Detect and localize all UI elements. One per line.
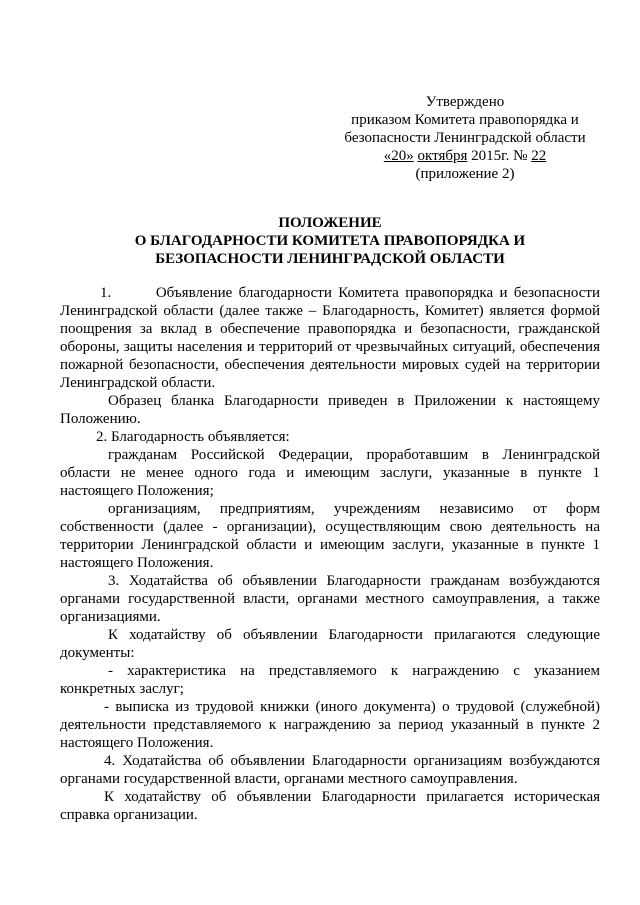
approval-date-year: 2015г. — [471, 148, 510, 164]
paragraph-characteristic: - характеристика на представляемого к награждению с указанием конкретных заслуг; — [60, 663, 600, 697]
document-title — [60, 214, 600, 268]
paragraph-documents-citizens: К ходатайству об объявлении Благодарности прилагаются следующие документы: — [60, 627, 600, 661]
approval-number: 22 — [531, 148, 547, 164]
approval-line-committee: безопасности Ленинградской области — [344, 130, 586, 146]
approval-date-day: «20» — [383, 148, 414, 164]
paragraph-3: 3. Ходатайства об объявлении Благодарности гражданам возбуждаются органами государственной власти, органами местного самоуправления, а также организациями. — [60, 573, 600, 625]
document-body — [60, 284, 600, 824]
title-line-3: БЕЗОПАСНОСТИ ЛЕНИНГРАДСКОЙ ОБЛАСТИ — [155, 251, 505, 267]
approval-date-line — [330, 147, 600, 165]
approval-line-approved: Утверждено — [425, 94, 505, 110]
title-line-1: ПОЛОЖЕНИЕ — [278, 215, 382, 231]
approval-number-prefix: № — [513, 148, 528, 164]
paragraph-sample-form: Образец бланка Благодарности приведен в Приложении к настоящему Положению. — [60, 393, 600, 427]
paragraph-4: 4. Ходатайства об объявлении Благодарности организациям возбуждаются органами государственной власти, органами местного самоуправления. — [60, 753, 600, 787]
approval-block — [330, 93, 600, 183]
paragraph-1: 1. Объявление благодарности Комитета правопорядка и безопасности Ленинградской области (далее также – Благодарность, Комитет) является формой поощрения за вклад в обеспечение правопорядка и безопасности, гражданской обороны, защиты населения и территорий от чрезвычайных ситуаций, обеспечения пожарной безопасности, обеспечения деятельности мировых судей на территории Ленинградской области. — [60, 285, 600, 391]
approval-line-order: приказом Комитета правопорядка и — [351, 112, 579, 128]
title-line-2: О БЛАГОДАРНОСТИ КОМИТЕТА ПРАВОПОРЯДКА И — [134, 233, 526, 249]
paragraph-organizations: организациям, предприятиям, учреждениям независимо от форм собственности (далее - организации), осуществляющим свою деятельность на территории Ленинградской области и имеющим заслуги, указанные в пункте 1 настоящего Положения. — [60, 501, 600, 571]
paragraph-citizens: гражданам Российской Федерации, проработавшим в Ленинградской области не менее одного года и имеющим заслуги, указанные в пункте 1 настоящего Положения; — [60, 447, 600, 499]
paragraph-work-record: - выписка из трудовой книжки (иного документа) о трудовой (служебной) деятельности представляемого к награждению за период указанный в пункте 2 настоящего Положения. — [60, 699, 600, 751]
approval-appendix: (приложение 2) — [415, 166, 515, 182]
paragraph-documents-organizations: К ходатайству об объявлении Благодарности прилагается историческая справка организации. — [60, 789, 600, 823]
approval-date-month: октября — [417, 148, 468, 164]
paragraph-2: 2. Благодарность объявляется: — [96, 429, 290, 445]
